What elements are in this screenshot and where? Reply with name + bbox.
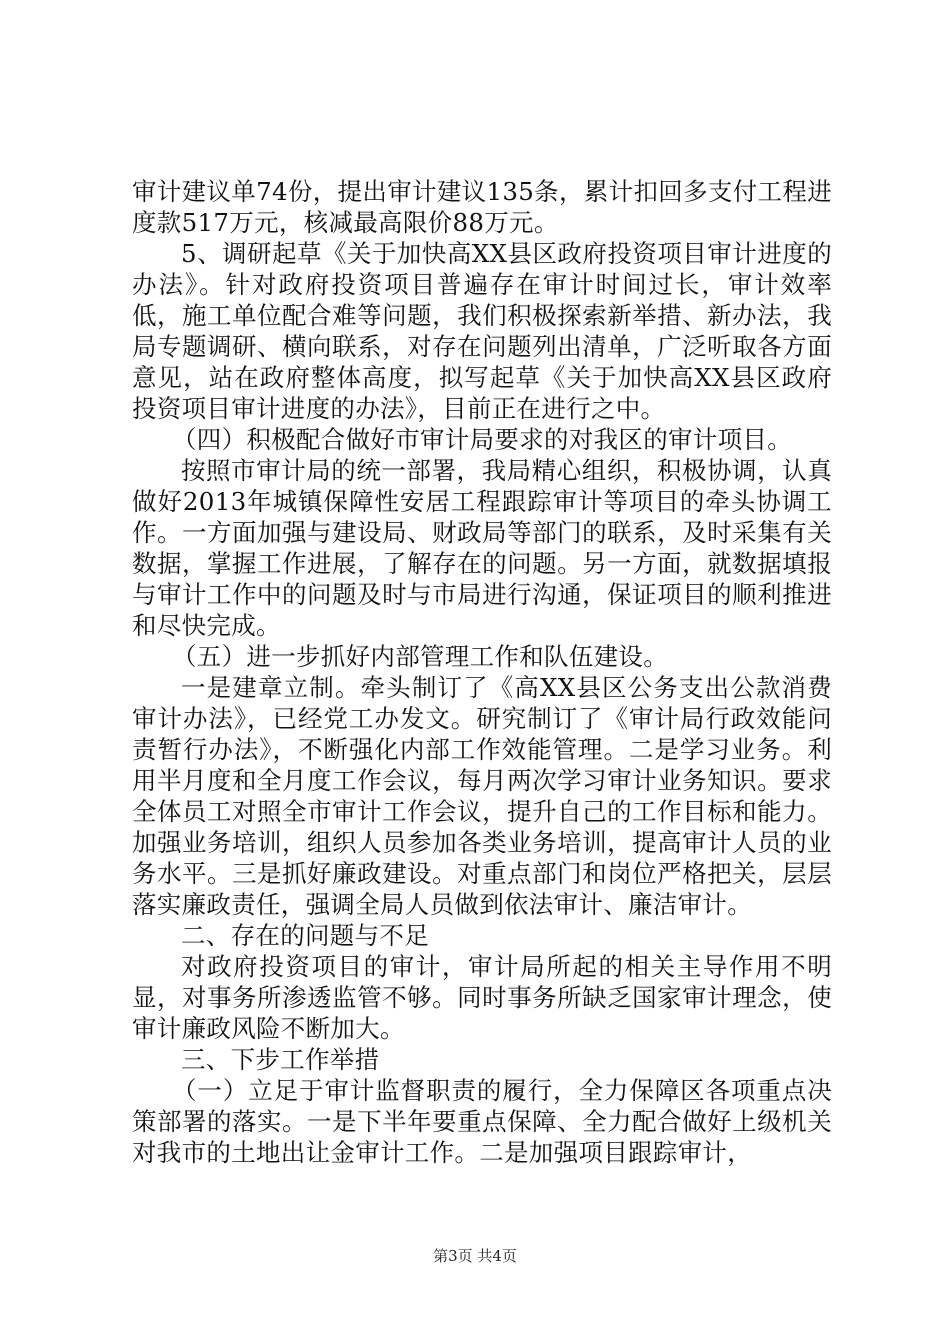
paragraph-section-4-body: 按照市审计局的统一部署，我局精心组织，积极协调，认真做好2013年城镇保障性安居工程跟踪审计等项目的牵头协调工作。一方面加强与建设局、财政局等部门的联系，及时采集有关数据，掌握工作进展，了解存在的问题。另一方面，就数据填报与审计工作中的问题及时与市局进行沟通，保证项目的顺利推进和尽快完成。	[132, 456, 832, 640]
paragraph-next-steps-1: （一）立足于审计监督职责的履行，全力保障区各项重点决策部署的落实。一是下半年要重点保障、全力配合做好上级机关对我市的土地出让金审计工作。二是加强项目跟踪审计，	[132, 1076, 832, 1167]
heading-problems: 二、存在的问题与不足	[181, 921, 429, 950]
heading-section-5: （五）进一步抓好内部管理工作和队伍建设。	[172, 642, 668, 671]
page-number-footer: 第3页 共4页	[433, 1247, 517, 1265]
paragraph-problems-body: 对政府投资项目的审计，审计局所起的相关主导作用不明显，对事务所渗透监管不够。同时事务所缺乏国家审计理念，使审计廉政风险不断加大。	[132, 952, 832, 1043]
heading-section-4: （四）积极配合做好市审计局要求的对我区的审计项目。	[172, 425, 792, 454]
paragraph-section-5-body: 一是建章立制。牵头制订了《高XX县区公务支出公款消费审计办法》，已经党工办发文。研究制订了《审计局行政效能问责暂行办法》，不断强化内部工作效能管理。二是学习业务。利用半月度和全月度工作会议，每月两次学习审计业务知识。要求全体员工对照全市审计工作会议，提升自己的工作目标和能力。加强业务培训，组织人员参加各类业务培训，提高审计人员的业务水平。三是抓好廉政建设。对重点部门和岗位严格把关，层层落实廉政责任，强调全局人员做到依法审计、廉洁审计。	[132, 673, 832, 919]
paragraph-audit-results: 审计建议单74份，提出审计建议135条，累计扣回多支付工程进度款517万元，核减最高限价88万元。	[132, 177, 832, 237]
paragraph-item-5: 5、调研起草《关于加快高XX县区政府投资项目审计进度的办法》。针对政府投资项目普遍存在审计时间过长，审计效率低，施工单位配合难等问题，我们积极探索新举措、新办法，我局专题调研、横向联系，对存在问题列出清单，广泛听取各方面意见，站在政府整体高度，拟写起草《关于加快高XX县区政府投资项目审计进度的办法》，目前正在进行之中。	[132, 239, 832, 423]
heading-next-steps: 三、下步工作举措	[181, 1045, 380, 1074]
document-body	[132, 176, 832, 1168]
